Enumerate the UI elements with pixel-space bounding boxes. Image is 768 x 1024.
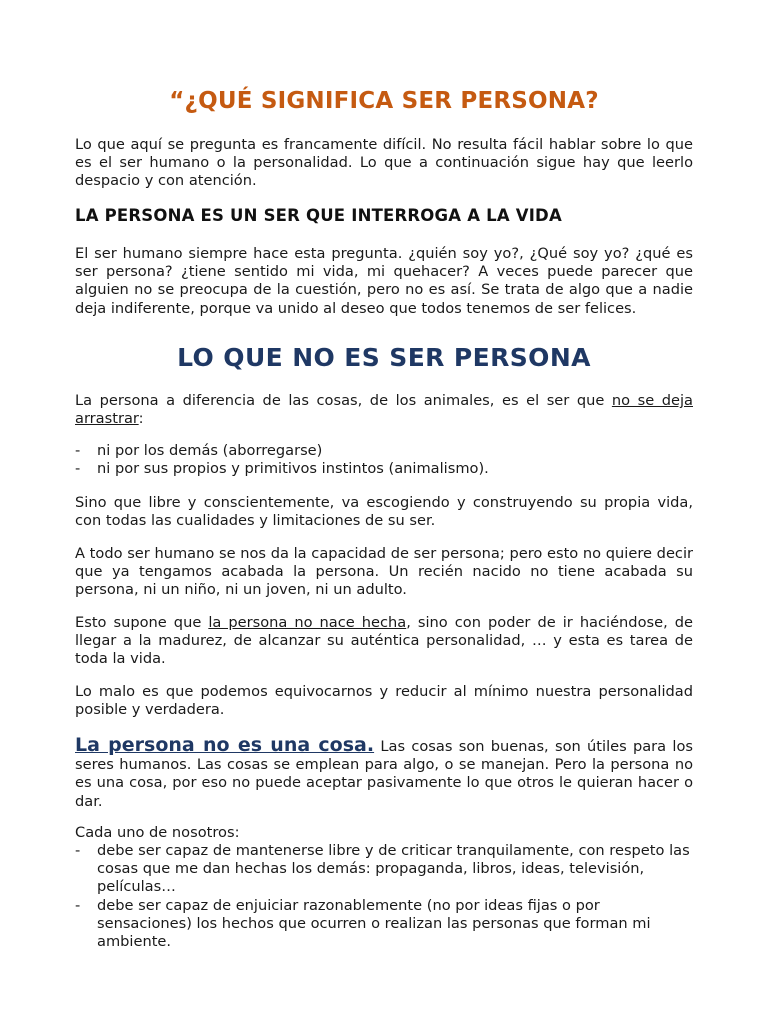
list-item-text: ni por los demás (aborregarse) [97,442,323,459]
intro-paragraph: Lo que aquí se pregunta es francamente difícil. No resulta fácil hablar sobre lo que es el ser humano o la personalidad. Lo que a continuación sigue hay que leerlo despacio y con atención. [75,136,693,190]
paragraph-lo-malo: Lo malo es que podemos equivocarnos y reducir al mínimo nuestra personalidad posible y verdadera. [75,683,693,719]
list-item-text: debe ser capaz de mantenerse libre y de criticar tranquilamente, con respeto las cosas que me dan hechas los demás: propaganda, libros, ideas, televisión, películas… [97,842,690,896]
paragraph-capacidad: A todo ser humano se nos da la capacidad de ser persona; pero esto no quiere decir que ya tengamos acabada la persona. Un recién nacido no tiene acabada su persona, ni un niño, ni un joven, ni un adulto. [75,545,693,599]
section1-paragraph: El ser humano siempre hace esta pregunta. ¿quién soy yo?, ¿Qué soy yo? ¿qué es ser persona? ¿tiene sentido mi vida, mi quehacer? A veces puede parecer que alguien no se preocupa de la cuestión, pero no es así. Se trata de algo que a nadie deja indiferente, porque va unido al deseo que todos tenemos de ser felices. [75,245,693,317]
section-heading-interroga: LA PERSONA ES UN SER QUE INTERROGA A LA VIDA [75,206,562,225]
paragraph-no-se-deja-arrastrar [75,392,693,428]
p1-text-before: La persona a diferencia de las cosas, de los animales, es el ser que [75,392,612,409]
bullet-dash: - [75,460,81,477]
p4-underlined-text: la persona no nace hecha [208,614,407,631]
paragraph-no-es-una-cosa [75,736,693,811]
paragraph-libre: Sino que libre y conscientemente, va escogiendo y construyendo su propia vida, con todas las cualidades y limitaciones de su ser. [75,494,693,530]
p4-text-after: , sino con poder de ir haciéndose, de llegar a la madurez, de alcanzar su auténtica personalidad, … y esta es tarea de toda la vida. [75,614,693,668]
bullet-dash: - [75,442,81,459]
capacity-list [75,842,693,951]
list-item-text: ni por sus propios y primitivos instintos (animalismo). [97,460,489,477]
paragraph-cada-uno: Cada uno de nosotros: [75,824,240,841]
p4-text-before: Esto supone que [75,614,209,631]
list-item-text: debe ser capaz de enjuiciar razonablemente (no por ideas fijas o por sensaciones) los hechos que ocurren o realizan las personas que forman mi ambiente. [97,896,651,951]
list-item [75,842,693,897]
list-item [75,897,693,952]
paragraph-no-nace-hecha [75,614,693,669]
inline-heading-no-es-una-cosa: La persona no es una cosa. [75,734,375,756]
page-title: “¿QUÉ SIGNIFICA SER PERSONA? [169,88,599,114]
p6-body-text: Las cosas son buenas, son útiles para los seres humanos. Las cosas se emplean para algo, o se manejan. Pero la persona no es una cosa, por eso no puede aceptar pasivamente lo que otros le quieran hacer o dar. [75,738,693,810]
section-heading-lo-que-no-es: LO QUE NO ES SER PERSONA [177,343,591,372]
p1-text-after: : [138,410,144,428]
bullet-dash: - [75,896,81,914]
p1-underlined-text: no se deja arrastrar [75,392,693,428]
bullet-dash: - [75,842,81,859]
